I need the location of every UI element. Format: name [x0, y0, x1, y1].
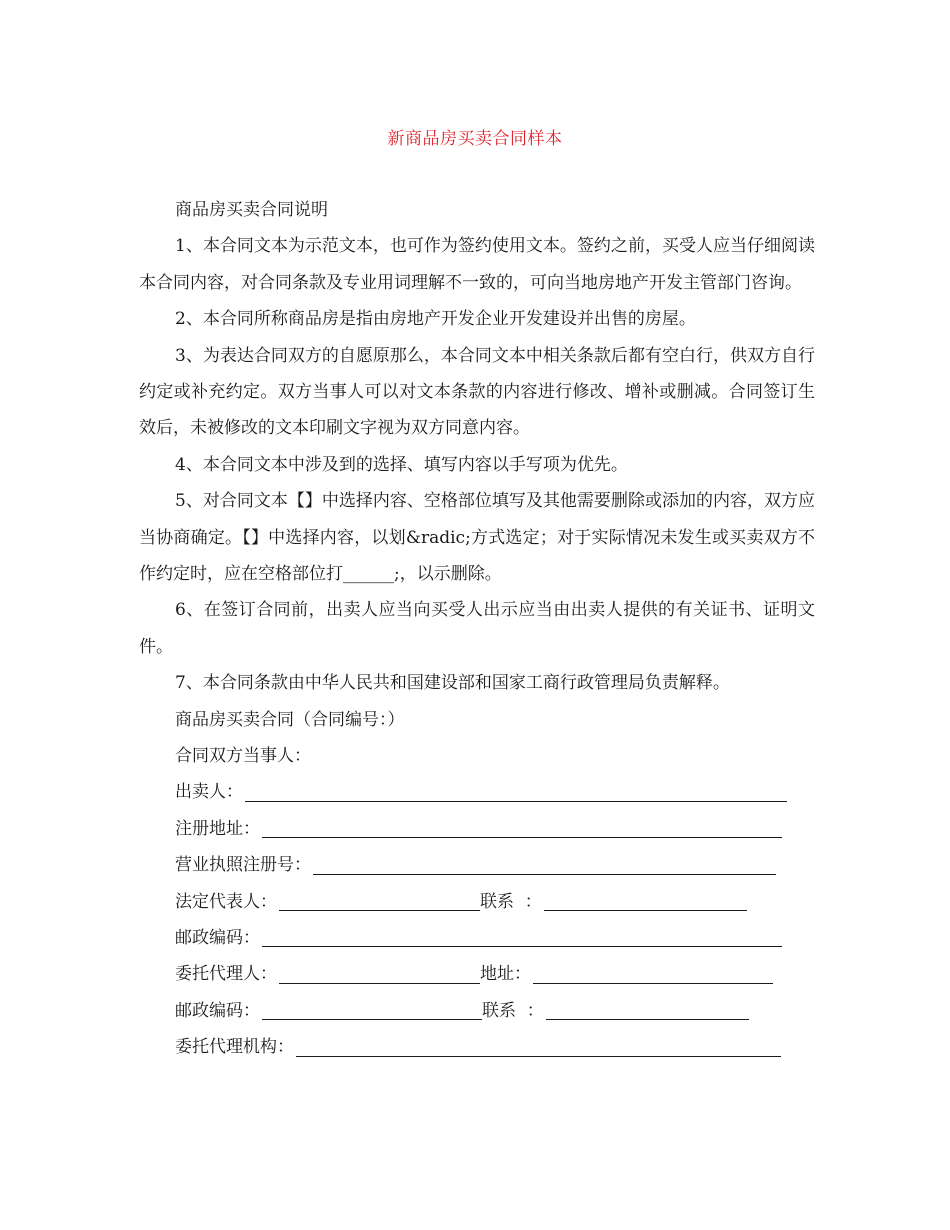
agent-field	[139, 956, 815, 992]
document-title: 新商品房买卖合同样本	[387, 129, 563, 149]
contact-label-1: 联系 ：	[480, 891, 542, 912]
legal-rep-label: 法定代表人：	[175, 891, 277, 912]
contact-blank-2[interactable]	[546, 1018, 749, 1020]
license-blank[interactable]	[313, 873, 776, 875]
postcode-blank-1[interactable]	[262, 945, 782, 947]
address-blank[interactable]	[533, 982, 773, 984]
postcode-blank-2[interactable]	[262, 1018, 482, 1020]
agency-label: 委托代理机构：	[175, 1037, 294, 1058]
paragraph-3: 3、为表达合同双方的自愿原那么，本合同文本中相关条款后都有空白行，供双方自行约定或补充约定。双方当事人可以对文本条款的内容进行修改、增补或删减。合同签订生效后，未被修改的文本印刷文字视为双方同意内容。	[139, 345, 815, 439]
contact-label-2: 联系 ：	[482, 1000, 544, 1021]
seller-blank[interactable]	[245, 800, 787, 802]
postcode-label-1: 邮政编码：	[175, 928, 260, 949]
registered-address-blank[interactable]	[262, 836, 782, 838]
license-label: 营业执照注册号：	[175, 855, 311, 876]
address-label: 地址：	[480, 964, 531, 985]
paragraph-2: 2、本合同所称商品房是指由房地产开发企业开发建设并出售的房屋。	[175, 309, 696, 330]
registered-address-label: 注册地址：	[175, 818, 260, 839]
agent-blank[interactable]	[279, 982, 480, 984]
license-field	[139, 847, 815, 883]
paragraph-6: 6、在签订合同前，出卖人应当向买受人出示应当由出卖人提供的有关证书、证明文件。	[139, 600, 815, 657]
document-body	[139, 192, 815, 1066]
seller-label: 出卖人：	[175, 782, 243, 803]
contract-heading: 商品房买卖合同（合同编号：）	[175, 709, 405, 730]
paragraph-7: 7、本合同条款由中华人民共和国建设部和国家工商行政管理局负责解释。	[175, 673, 730, 694]
agency-blank[interactable]	[296, 1055, 781, 1057]
legal-rep-blank[interactable]	[279, 909, 480, 911]
agent-label: 委托代理人：	[175, 964, 277, 985]
explanation-heading: 商品房买卖合同说明	[175, 200, 328, 220]
postcode-label-2: 邮政编码：	[175, 1000, 260, 1021]
legal-rep-field	[139, 884, 815, 920]
paragraph-1: 1、本合同文本为示范文本，也可作为签约使用文本。签约之前，买受人应当仔细阅读本合同内容，对合同条款及专业用词理解不一致的，可向当地房地产开发主管部门咨询。	[139, 236, 815, 293]
agency-field	[139, 1029, 815, 1065]
registered-address-field	[139, 811, 815, 847]
paragraph-4: 4、本合同文本中涉及到的选择、填写内容以手写项为优先。	[175, 454, 628, 475]
postcode-field-1	[139, 920, 815, 956]
paragraph-5: 5、对合同文本【】中选择内容、空格部位填写及其他需要删除或添加的内容，双方应当协商确定。【】中选择内容，以划&radic;方式选定；对于实际情况未发生或买卖双方不作约定时，应在空格部位打______;，以示删除。	[139, 491, 815, 585]
contact-blank-1[interactable]	[544, 909, 747, 911]
seller-field	[139, 775, 815, 811]
parties-heading: 合同双方当事人：	[175, 746, 311, 767]
postcode-field-2	[139, 993, 815, 1029]
